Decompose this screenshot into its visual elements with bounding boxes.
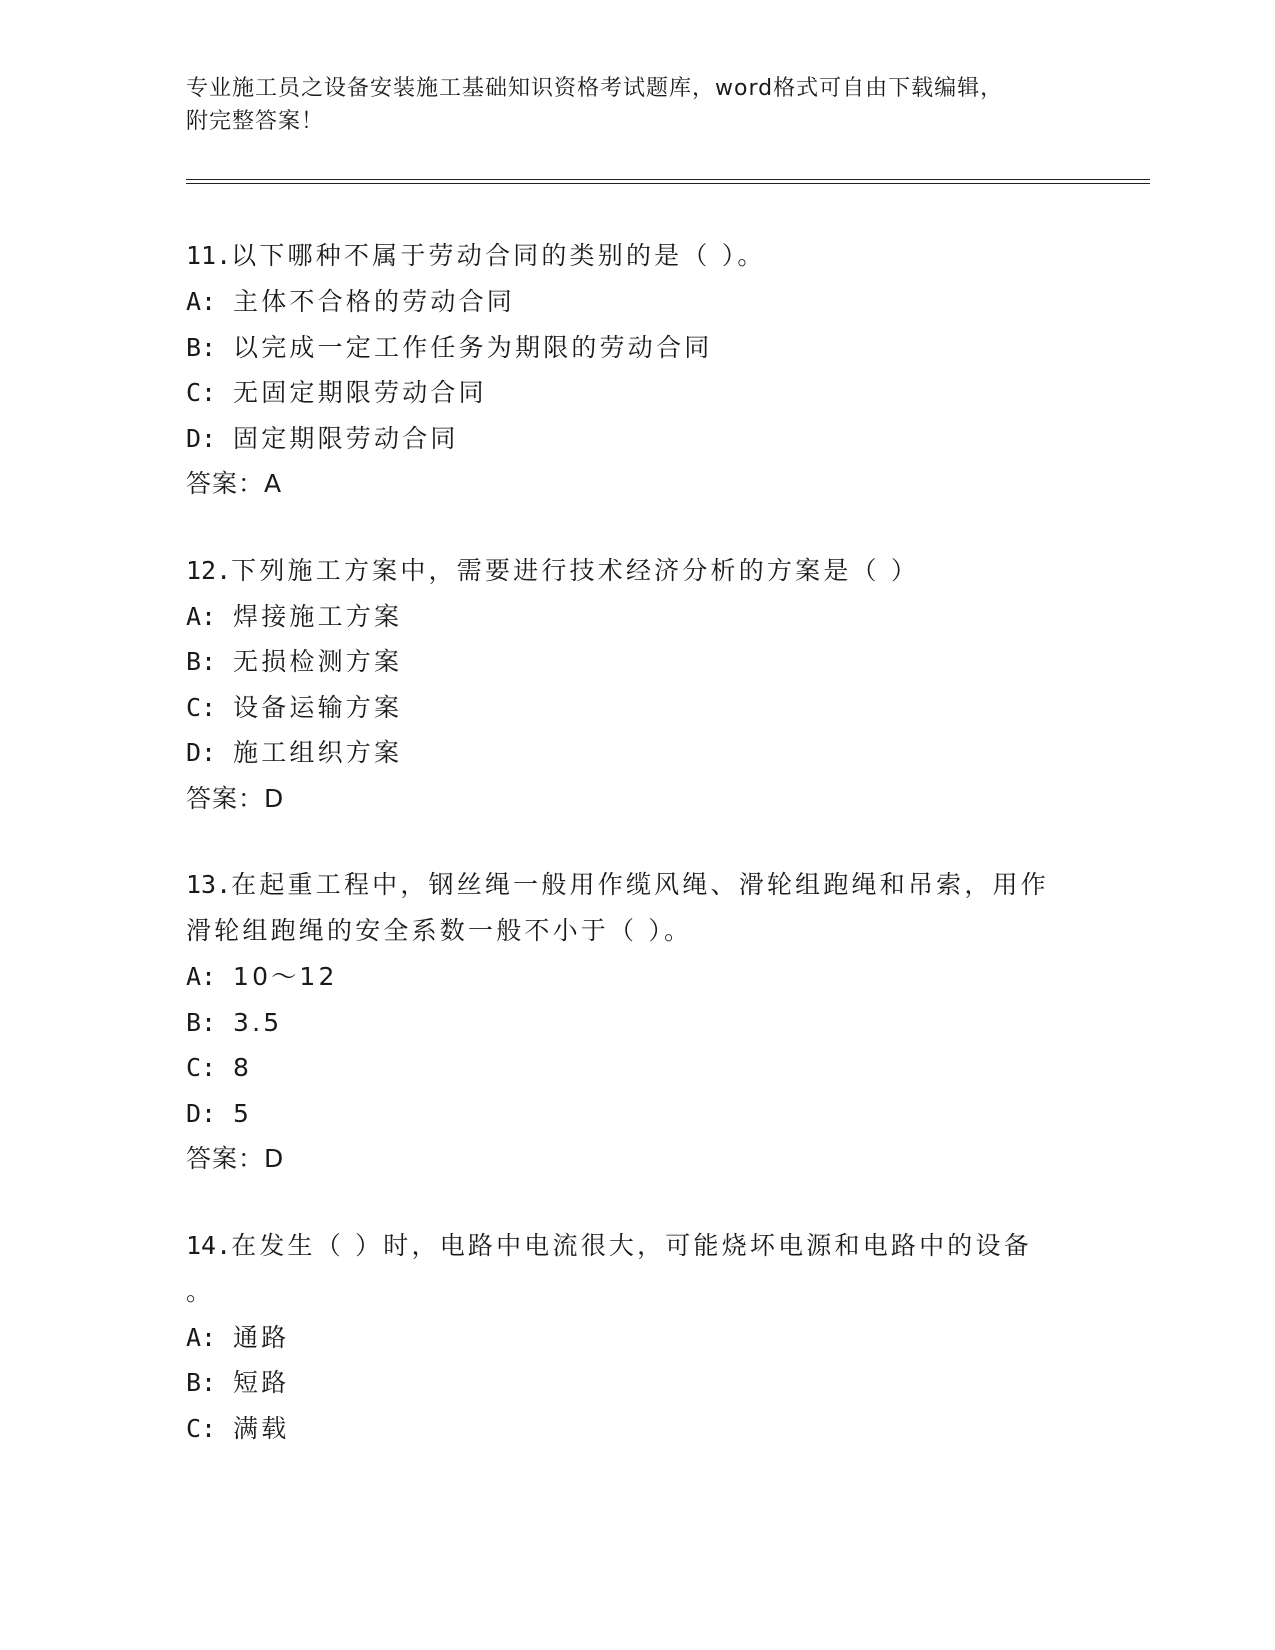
option-text: 焊接施工方案 [233, 601, 403, 631]
question-stem-continued: 。 [186, 1276, 215, 1306]
header-line-2: 附完整答案！ [186, 109, 325, 134]
option-text: 3.5 [233, 1007, 283, 1037]
answer-label: 答案： [186, 469, 265, 498]
answer-value: D [264, 783, 285, 813]
answer-label: 答案： [186, 783, 265, 813]
question-text: 以下哪种不属于劳动合同的类别的是（ ）。 [231, 241, 766, 270]
option-text: 主体不合格的劳动合同 [233, 287, 516, 316]
option-text: 以完成一定工作任务为期限的劳动合同 [233, 332, 713, 362]
option-letter: C: [186, 378, 217, 407]
question-list [186, 233, 1126, 1492]
answer-value: A [264, 469, 283, 498]
option-a [186, 279, 1126, 325]
answer-line [186, 461, 1126, 507]
document-header [186, 72, 1086, 138]
question-13 [186, 862, 1126, 1182]
option-text: 固定期限劳动合同 [233, 423, 459, 453]
option-d [186, 416, 1126, 462]
question-text: 在起重工程中，钢丝绳一般用作缆风绳、滑轮组跑绳和吊索，用作 [231, 870, 1049, 899]
option-letter: A: [186, 601, 217, 631]
question-number: 11. [186, 241, 232, 270]
option-b [186, 1000, 1126, 1046]
option-letter: C: [186, 1053, 217, 1082]
option-letter: A: [186, 1322, 217, 1352]
option-text: 短路 [233, 1368, 290, 1397]
option-b [186, 1360, 1126, 1406]
option-c [186, 370, 1126, 416]
option-a [186, 1315, 1126, 1361]
option-text: 设备运输方案 [233, 692, 403, 722]
option-text: 施工组织方案 [233, 738, 403, 767]
option-letter: B: [186, 1368, 217, 1397]
option-c [186, 1045, 1126, 1091]
question-stem [186, 862, 1126, 908]
option-c [186, 685, 1126, 731]
option-letter: B: [186, 332, 217, 362]
answer-line [186, 1136, 1126, 1182]
question-11 [186, 233, 1126, 507]
option-text: 5 [233, 1098, 253, 1128]
option-letter: A: [186, 962, 217, 991]
option-letter: D: [186, 423, 217, 453]
option-c [186, 1406, 1126, 1452]
option-d [186, 1091, 1126, 1137]
option-letter: B: [186, 647, 217, 676]
question-stem [186, 233, 1126, 279]
option-letter: C: [186, 1413, 217, 1443]
question-number: 12. [186, 555, 232, 585]
answer-value: D [264, 1144, 285, 1173]
option-letter: D: [186, 1098, 217, 1128]
header-line-1: 专业施工员之设备安装施工基础知识资格考试题库，word格式可自由下载编辑， [186, 76, 1004, 101]
question-number: 14. [186, 1230, 232, 1260]
question-stem [186, 1223, 1126, 1269]
question-stem [186, 548, 1126, 594]
header-divider-bottom [186, 183, 1150, 184]
option-text: 无固定期限劳动合同 [233, 378, 487, 407]
option-a [186, 954, 1126, 1000]
option-a [186, 594, 1126, 640]
option-letter: D: [186, 738, 217, 767]
question-text: 下列施工方案中，需要进行技术经济分析的方案是（ ） [231, 555, 920, 585]
answer-label: 答案： [186, 1144, 265, 1173]
option-text: 满载 [233, 1413, 290, 1443]
option-b [186, 325, 1126, 371]
option-text: 无损检测方案 [233, 647, 403, 676]
option-letter: A: [186, 287, 217, 316]
option-text: 8 [233, 1053, 253, 1082]
option-text: 通路 [233, 1322, 290, 1352]
option-letter: B: [186, 1007, 217, 1037]
question-number: 13. [186, 870, 232, 899]
answer-line [186, 776, 1126, 822]
question-14 [186, 1223, 1126, 1452]
option-b [186, 639, 1126, 685]
question-text: 在发生（ ）时，电路中电流很大，可能烧坏电源和电路中的设备 [231, 1230, 1032, 1260]
option-text: 10～12 [233, 962, 338, 991]
option-letter: C: [186, 692, 217, 722]
header-divider-top [186, 179, 1150, 180]
option-d [186, 730, 1126, 776]
question-12 [186, 548, 1126, 822]
question-stem-continued: 滑轮组跑绳的安全系数一般不小于（ ）。 [186, 916, 693, 945]
